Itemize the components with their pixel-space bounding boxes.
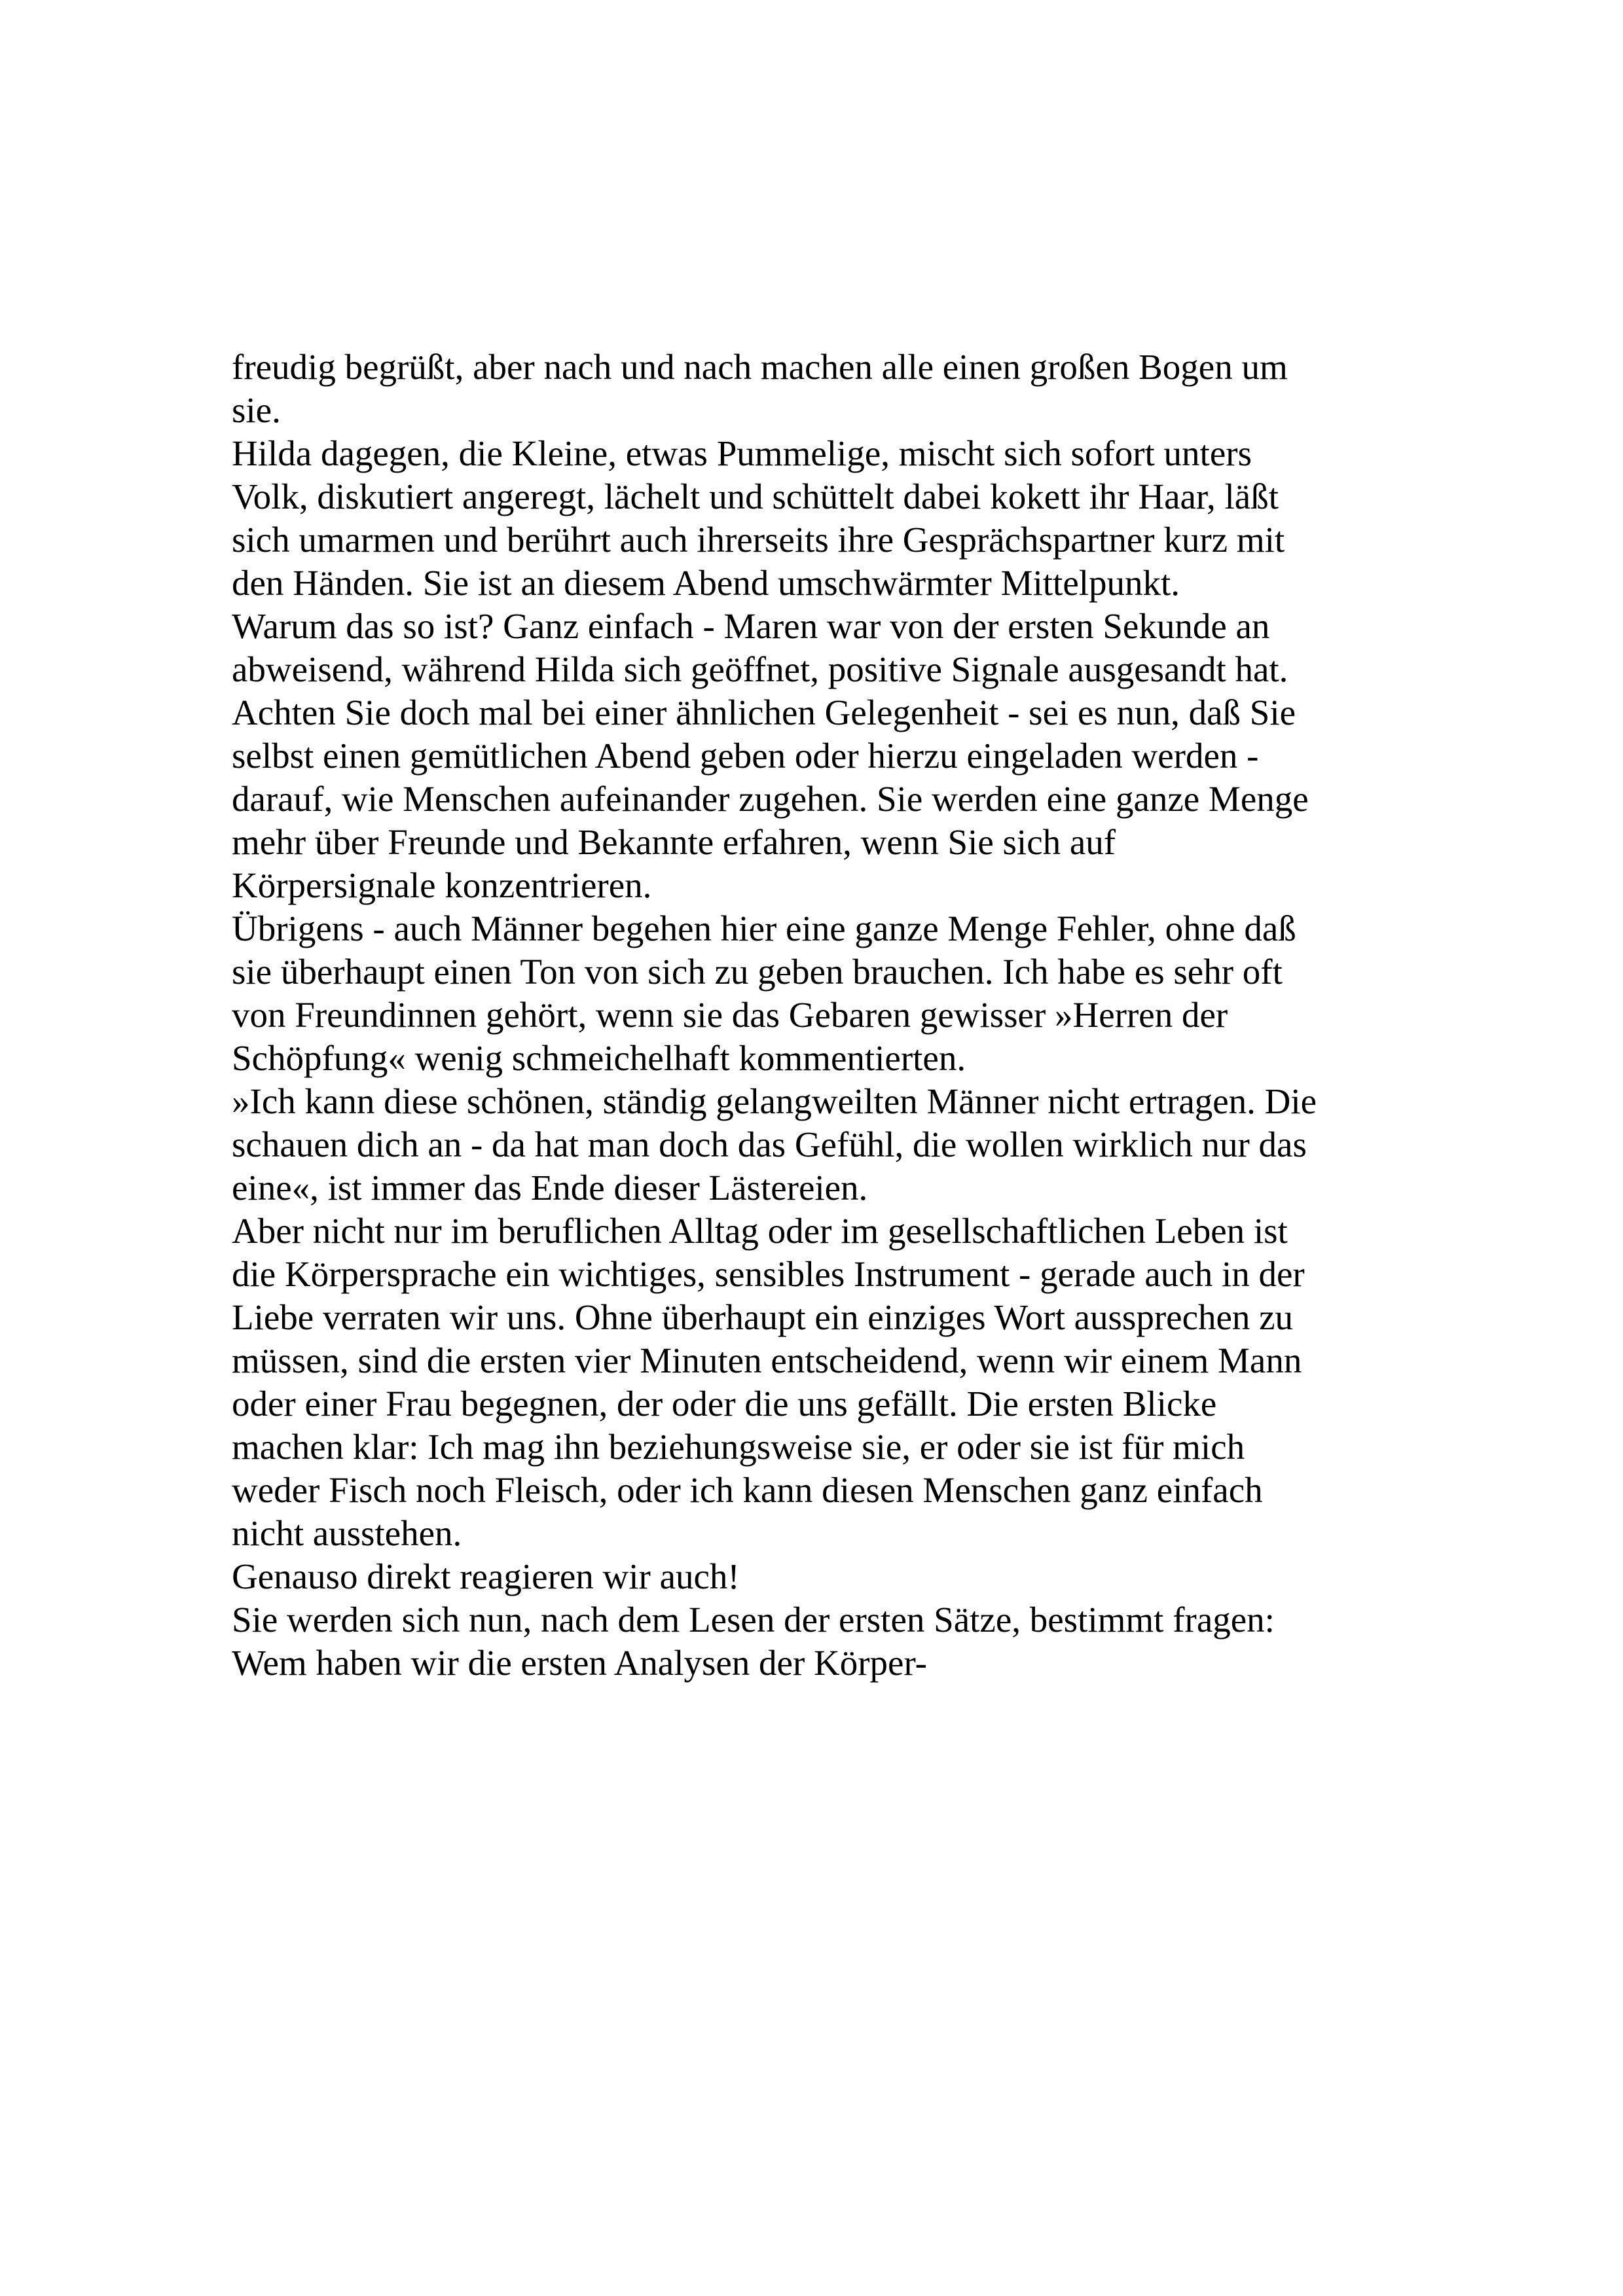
- text-line: Aber nicht nur im beruflichen Alltag oder im gesellschaftlichen Leben ist: [232, 1211, 1288, 1251]
- text-line: den Händen. Sie ist an diesem Abend umschwärmter Mittelpunkt.: [232, 563, 1180, 603]
- text-line: nicht ausstehen.: [232, 1513, 462, 1553]
- body-text: [232, 346, 1404, 1685]
- text-line: Wem haben wir die ersten Analysen der Körper-: [232, 1643, 927, 1683]
- text-line: sie.: [232, 390, 281, 430]
- text-line: Hilda dagegen, die Kleine, etwas Pummelige, mischt sich sofort unters: [232, 433, 1252, 473]
- text-line: Genauso direkt reagieren wir auch!: [232, 1556, 740, 1596]
- text-line: Sie werden sich nun, nach dem Lesen der ersten Sätze, bestimmt fragen:: [232, 1600, 1275, 1640]
- text-line: Körpersignale konzentrieren.: [232, 865, 652, 905]
- text-line: selbst einen gemütlichen Abend geben oder hierzu eingeladen werden -: [232, 736, 1259, 776]
- text-line: von Freundinnen gehört, wenn sie das Gebaren gewisser »Herren der: [232, 995, 1228, 1035]
- text-line: oder einer Frau begegnen, der oder die uns gefällt. Die ersten Blicke: [232, 1384, 1217, 1424]
- text-line: Schöpfung« wenig schmeichelhaft kommentierten.: [232, 1038, 966, 1078]
- text-line: eine«, ist immer das Ende dieser Lästereien.: [232, 1168, 868, 1208]
- text-line: sie überhaupt einen Ton von sich zu geben brauchen. Ich habe es sehr oft: [232, 952, 1283, 992]
- text-line: freudig begrüßt, aber nach und nach machen alle einen großen Bogen um: [232, 347, 1288, 387]
- text-line: schauen dich an - da hat man doch das Gefühl, die wollen wirklich nur das: [232, 1124, 1307, 1164]
- text-line: Warum das so ist? Ganz einfach - Maren war von der ersten Sekunde an: [232, 606, 1270, 646]
- text-line: mehr über Freunde und Bekannte erfahren, wenn Sie sich auf: [232, 822, 1116, 862]
- text-line: weder Fisch noch Fleisch, oder ich kann diesen Menschen ganz einfach: [232, 1470, 1263, 1510]
- text-line: Achten Sie doch mal bei einer ähnlichen Gelegenheit - sei es nun, daß Sie: [232, 692, 1296, 732]
- text-line: Volk, diskutiert angeregt, lächelt und schüttelt dabei kokett ihr Haar, läßt: [232, 476, 1279, 516]
- text-line: sich umarmen und berührt auch ihrerseits ihre Gesprächspartner kurz mit: [232, 520, 1285, 560]
- text-line: die Körpersprache ein wichtiges, sensibles Instrument - gerade auch in der: [232, 1254, 1305, 1294]
- text-line: abweisend, während Hilda sich geöffnet, positive Signale ausgesandt hat.: [232, 649, 1288, 689]
- text-line: »Ich kann diese schönen, ständig gelangweilten Männer nicht ertragen. Die: [232, 1081, 1317, 1121]
- text-line: Liebe verraten wir uns. Ohne überhaupt ein einziges Wort aussprechen zu: [232, 1297, 1294, 1337]
- text-line: Übrigens - auch Männer begehen hier eine ganze Menge Fehler, ohne daß: [232, 908, 1296, 948]
- text-line: machen klar: Ich mag ihn beziehungsweise sie, er oder sie ist für mich: [232, 1427, 1245, 1467]
- text-line: müssen, sind die ersten vier Minuten entscheidend, wenn wir einem Mann: [232, 1340, 1302, 1380]
- text-line: darauf, wie Menschen aufeinander zugehen. Sie werden eine ganze Menge: [232, 779, 1309, 819]
